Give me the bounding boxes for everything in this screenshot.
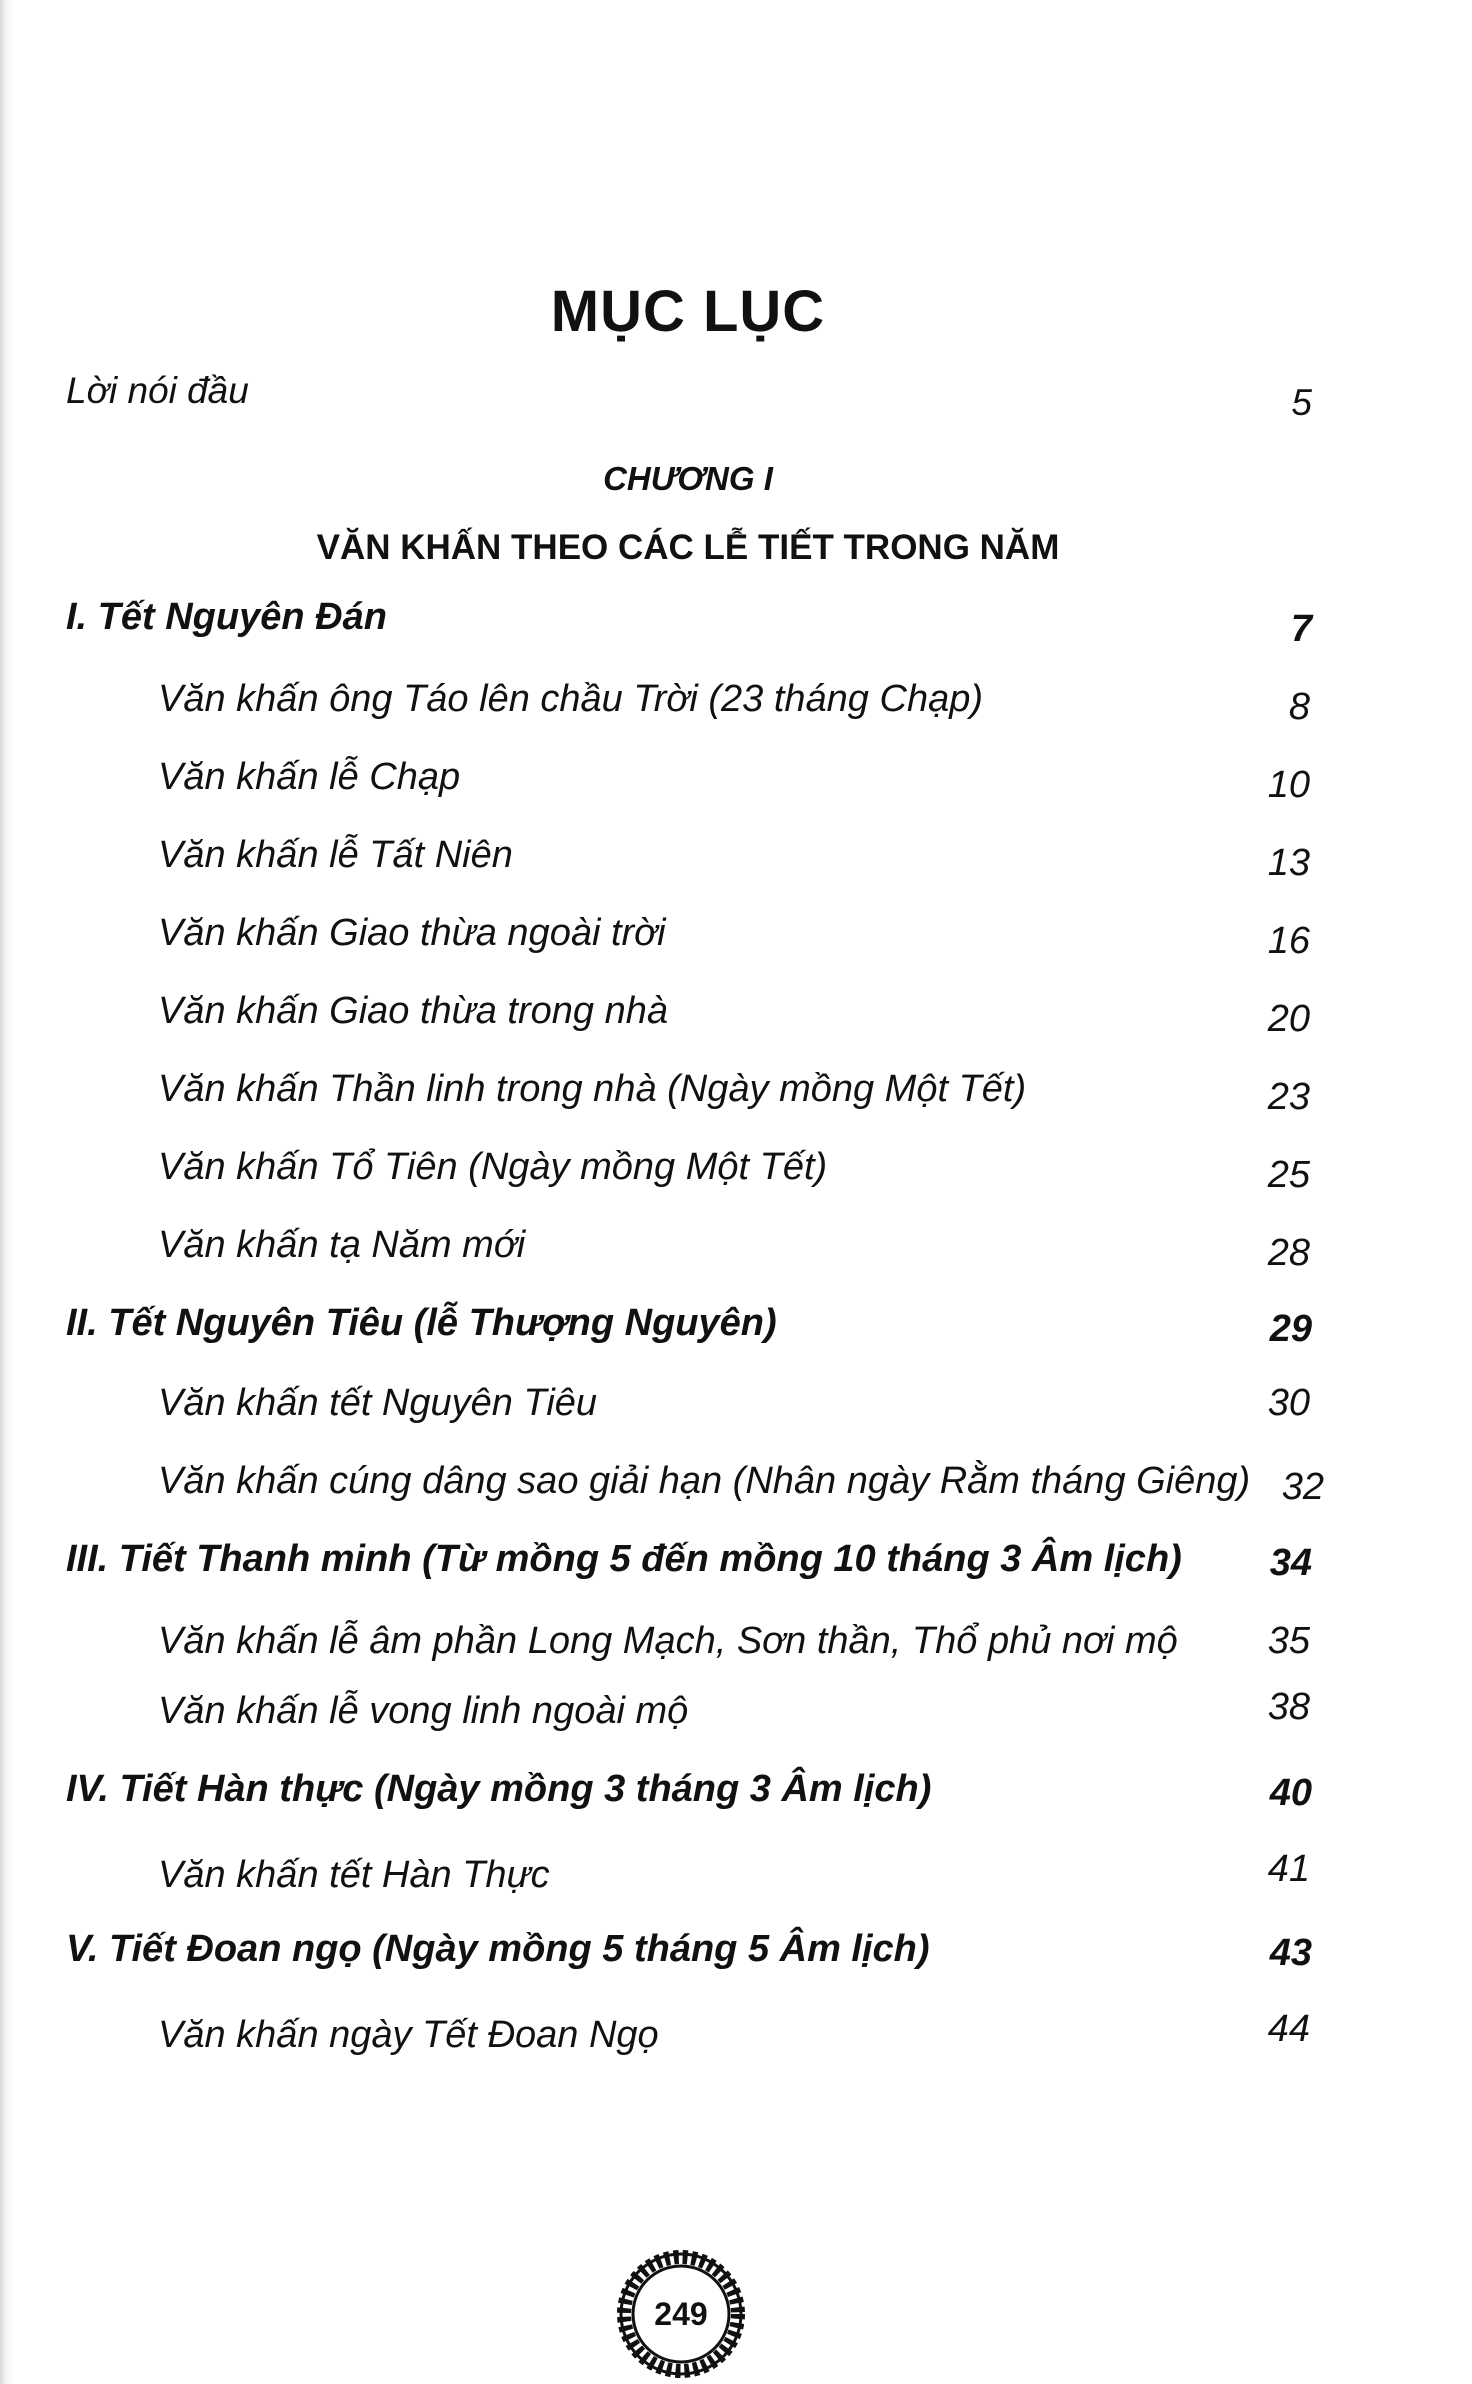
toc-entry-page: 8 bbox=[1288, 686, 1310, 728]
toc-entry-label: Văn khấn Thần linh trong nhà (Ngày mồng Một Tết) bbox=[158, 1068, 1027, 1110]
toc-entry-label: Văn khấn tết Nguyên Tiêu bbox=[158, 1382, 598, 1424]
toc-entry-label: Văn khấn tạ Năm mới bbox=[158, 1224, 526, 1266]
chapter-title: VĂN KHẤN THEO CÁC LỄ TIẾT TRONG NĂM bbox=[316, 528, 1060, 567]
toc-entry bbox=[0, 1460, 1472, 1516]
toc-section-page: 7 bbox=[1290, 608, 1312, 650]
toc-entry-label: Văn khấn lễ Chạp bbox=[158, 756, 461, 798]
toc-entry bbox=[0, 1224, 1472, 1280]
toc-section-label: III. Tiết Thanh minh (Từ mồng 5 đến mồng 10 tháng 3 Âm lịch) bbox=[66, 1538, 1182, 1580]
page-title: MỤC LỤC bbox=[550, 279, 826, 344]
toc-entry-label: Văn khấn ông Táo lên chầu Trời (23 tháng Chạp) bbox=[158, 678, 983, 720]
page-number-badge bbox=[617, 2250, 745, 2378]
toc-entry-page: 38 bbox=[1267, 1686, 1310, 1728]
toc-entry-label: Lời nói đầu bbox=[66, 370, 249, 411]
chapter-label: CHƯƠNG I bbox=[603, 460, 773, 497]
toc-section bbox=[0, 1302, 1472, 1358]
toc-entry-page: 28 bbox=[1267, 1232, 1310, 1274]
toc-entry-page: 13 bbox=[1267, 842, 1310, 884]
toc-entry-label: Văn khấn lễ vong linh ngoài mộ bbox=[158, 1690, 689, 1732]
toc-section-label: II. Tết Nguyên Tiêu (lễ Thượng Nguyên) bbox=[66, 1302, 777, 1344]
toc-section bbox=[0, 1768, 1472, 1824]
toc-section-page: 40 bbox=[1269, 1772, 1312, 1814]
toc-section-page: 43 bbox=[1269, 1932, 1312, 1974]
toc-entry-page: 35 bbox=[1267, 1620, 1310, 1662]
toc-entry bbox=[0, 678, 1472, 734]
toc-entry bbox=[0, 1620, 1472, 1676]
toc-entry-page: 5 bbox=[1291, 382, 1312, 423]
toc-section-label: IV. Tiết Hàn thực (Ngày mồng 3 tháng 3 Âm lịch) bbox=[66, 1768, 932, 1810]
toc-section-page: 34 bbox=[1269, 1542, 1312, 1584]
toc-entry bbox=[0, 1146, 1472, 1202]
toc-entry-label: Văn khấn ngày Tết Đoan Ngọ bbox=[158, 2014, 659, 2056]
toc-entry bbox=[0, 2008, 1472, 2070]
toc-entry-page: 25 bbox=[1267, 1154, 1310, 1196]
toc-entry bbox=[0, 834, 1472, 890]
toc-entry-label: Văn khấn Giao thừa ngoài trời bbox=[158, 912, 666, 954]
toc-entry-page: 44 bbox=[1267, 2008, 1310, 2050]
toc-section bbox=[0, 1928, 1472, 1984]
toc-entry bbox=[0, 756, 1472, 812]
toc-entry bbox=[0, 1848, 1472, 1910]
toc-entry bbox=[0, 912, 1472, 968]
toc-entry-label: Văn khấn tết Hàn Thực bbox=[158, 1854, 550, 1896]
toc-entry-page: 16 bbox=[1267, 920, 1310, 962]
toc-entry bbox=[0, 990, 1472, 1046]
toc-entry-label: Văn khấn Tổ Tiên (Ngày mồng Một Tết) bbox=[158, 1146, 828, 1188]
toc-entry-page: 23 bbox=[1267, 1076, 1310, 1118]
toc-section bbox=[0, 1538, 1472, 1594]
toc-entry-label: Văn khấn lễ âm phần Long Mạch, Sơn thần, Thổ phủ nơi mộ bbox=[158, 1620, 1178, 1662]
toc-entry-label: Văn khấn Giao thừa trong nhà bbox=[158, 990, 668, 1032]
toc-entry bbox=[0, 1686, 1472, 1746]
toc-entry-page: 41 bbox=[1267, 1848, 1310, 1890]
toc-section-label: V. Tiết Đoan ngọ (Ngày mồng 5 tháng 5 Âm lịch) bbox=[66, 1928, 930, 1970]
toc-entry-page: 30 bbox=[1267, 1382, 1310, 1424]
toc-section-page: 29 bbox=[1269, 1308, 1312, 1350]
toc-entry-label: Văn khấn cúng dâng sao giải hạn (Nhân ngày Rằm tháng Giêng) bbox=[158, 1460, 1251, 1502]
page-number: 249 bbox=[654, 2296, 708, 2332]
toc-entry bbox=[0, 1382, 1472, 1438]
toc-entry-page: 20 bbox=[1267, 998, 1310, 1040]
toc-section-label: I. Tết Nguyên Đán bbox=[66, 596, 387, 638]
toc-entry-preface bbox=[0, 370, 1472, 426]
toc-entry-page: 10 bbox=[1267, 764, 1310, 806]
toc-section bbox=[0, 596, 1472, 652]
toc-entry bbox=[0, 1068, 1472, 1124]
toc-entry-page: 32 bbox=[1281, 1466, 1324, 1508]
toc-entry-label: Văn khấn lễ Tất Niên bbox=[158, 834, 513, 876]
